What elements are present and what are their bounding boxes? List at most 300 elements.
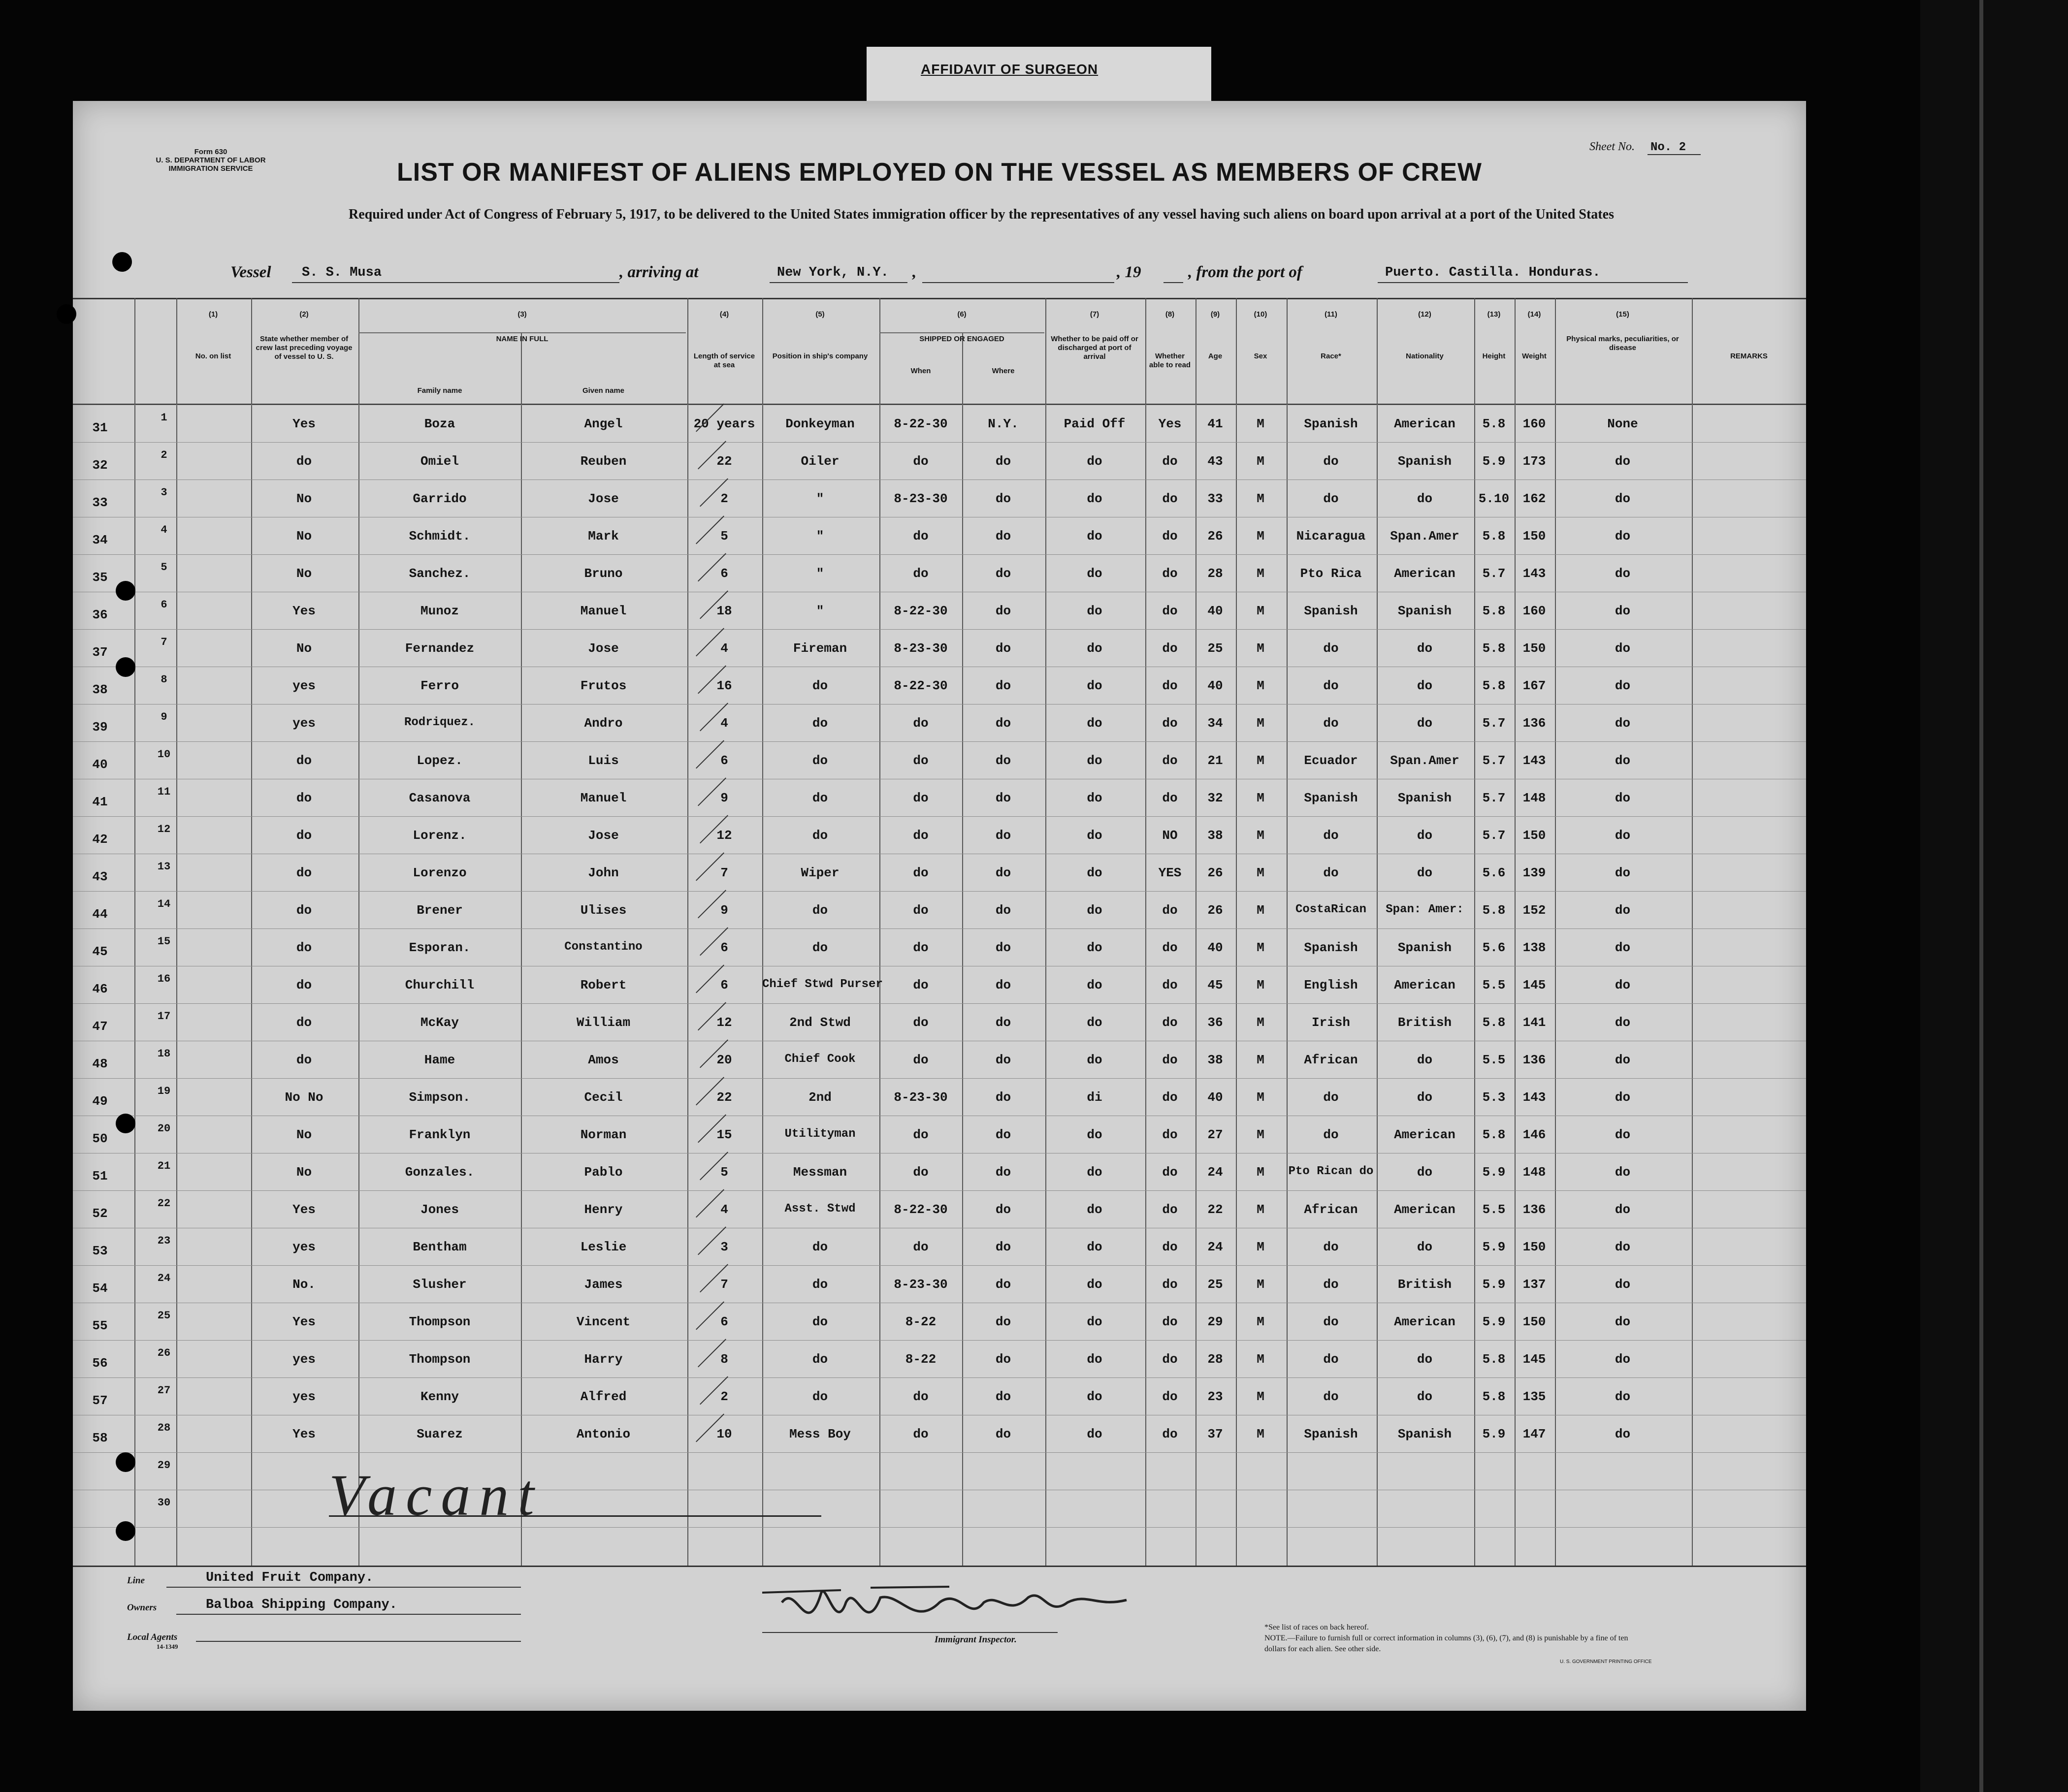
cell-where: do [995, 1277, 1011, 1292]
column-rule [1555, 298, 1556, 1566]
cell-paid: do [1087, 940, 1102, 955]
list-number: 30 [157, 1497, 171, 1509]
cell-given: Jose [588, 641, 619, 656]
cell-svc: 15 [716, 1127, 732, 1142]
margin-line-number: 52 [92, 1206, 108, 1221]
cell-svc: 9 [720, 791, 728, 805]
cell-when: do [913, 1127, 929, 1142]
column-rule [879, 298, 880, 1566]
cell-sex: M [1257, 678, 1264, 693]
cell-when: 8-23-30 [894, 641, 948, 656]
column-rule [1236, 298, 1237, 1566]
column-header: Weight [1522, 352, 1547, 360]
cell-ht: 5.8 [1482, 903, 1506, 918]
cell-nat: American [1394, 978, 1455, 992]
cell-given: Mark [588, 529, 619, 544]
cell-prev: No [296, 641, 312, 656]
cell-prev: yes [292, 716, 316, 731]
list-number: 29 [157, 1459, 171, 1472]
cell-where: N.Y. [988, 416, 1019, 431]
cell-age: 40 [1207, 678, 1223, 693]
cell-prev: do [296, 1053, 312, 1067]
from-port: Puerto. Castilla. Honduras. [1385, 265, 1601, 280]
cell-ht: 5.6 [1482, 865, 1506, 880]
list-number: 28 [157, 1422, 171, 1434]
footnote [1264, 1622, 1639, 1655]
margin-line-number: 58 [92, 1431, 108, 1445]
cell-ht: 5.7 [1482, 716, 1506, 731]
vessel-label: Vessel [230, 263, 271, 281]
cell-marks: do [1615, 940, 1631, 955]
row-rule [73, 928, 1806, 929]
list-number: 2 [161, 449, 167, 461]
form-service: IMMIGRATION SERVICE [168, 164, 253, 173]
cell-read: do [1162, 678, 1178, 693]
cell-read: do [1162, 491, 1178, 506]
cell-where: do [995, 828, 1011, 843]
cell-marks: do [1615, 454, 1631, 469]
from-port-label: , from the port of [1188, 263, 1302, 281]
cell-paid: do [1087, 454, 1102, 469]
cell-pos: do [812, 716, 828, 731]
subheader-rule [879, 332, 1044, 333]
cell-paid: do [1087, 1165, 1102, 1180]
cell-svc: 2 [720, 491, 728, 506]
cell-age: 40 [1207, 940, 1223, 955]
cell-marks: do [1615, 1240, 1631, 1254]
cell-pos: " [816, 491, 824, 506]
cell-marks: do [1615, 678, 1631, 693]
cell-nat: do [1417, 678, 1433, 693]
cell-given: Manuel [580, 604, 627, 618]
cell-pos: 2nd Stwd [789, 1015, 851, 1030]
cell-age: 34 [1207, 716, 1223, 731]
cell-nat: Spanish [1397, 791, 1452, 805]
cell-age: 33 [1207, 491, 1223, 506]
cell-race: do [1323, 1277, 1339, 1292]
column-number: (14) [1527, 310, 1541, 319]
list-number: 27 [157, 1384, 171, 1397]
cell-pos: do [812, 1277, 828, 1292]
column-header-remarks: REMARKS [1730, 352, 1768, 360]
cell-paid: do [1087, 604, 1102, 618]
row-rule [73, 1190, 1806, 1191]
cell-where: do [995, 940, 1011, 955]
column-rule [358, 298, 359, 1566]
cell-ht: 5.9 [1482, 1165, 1506, 1180]
cell-wt: 150 [1522, 641, 1546, 656]
list-number: 4 [161, 524, 167, 536]
margin-line-number: 39 [92, 720, 108, 735]
cell-svc: 3 [720, 1240, 728, 1254]
cell-pos: do [812, 1352, 828, 1367]
cell-pos: Donkeyman [785, 416, 855, 431]
cell-given: Harry [584, 1352, 623, 1367]
cell-paid: do [1087, 641, 1102, 656]
line-label: Line [127, 1575, 145, 1586]
cell-wt: 143 [1522, 753, 1546, 768]
cell-read: do [1162, 1165, 1178, 1180]
cell-where: do [995, 1165, 1011, 1180]
cell-prev: No [296, 491, 312, 506]
cell-where: do [995, 1053, 1011, 1067]
cell-pos: 2nd [808, 1090, 832, 1105]
column-number: (11) [1325, 310, 1337, 319]
vessel-line [230, 263, 1757, 283]
cell-wt: 152 [1522, 903, 1546, 918]
cell-given: John [588, 865, 619, 880]
column-number: (12) [1418, 310, 1431, 319]
cell-sex: M [1257, 1352, 1264, 1367]
cell-sex: M [1257, 566, 1264, 581]
list-number: 6 [161, 599, 167, 611]
column-number: (2) [299, 310, 309, 319]
cell-read: do [1162, 903, 1178, 918]
cell-paid: do [1087, 753, 1102, 768]
cell-when: 8-22-30 [894, 416, 948, 431]
cell-when: do [913, 940, 929, 955]
cell-sex: M [1257, 604, 1264, 618]
cell-age: 41 [1207, 416, 1223, 431]
cell-when: 8-22 [905, 1352, 937, 1367]
cell-family: Garrido [413, 491, 467, 506]
column-rule [762, 298, 763, 1566]
cell-family: Munoz [420, 604, 459, 618]
cell-age: 40 [1207, 604, 1223, 618]
list-number: 24 [157, 1272, 171, 1284]
column-rule [1377, 298, 1378, 1566]
cell-given: Amos [588, 1053, 619, 1067]
cell-svc: 2 [720, 1389, 728, 1404]
list-number: 14 [157, 898, 171, 910]
sheet-number-label: Sheet No. [1589, 140, 1635, 153]
cell-given: Alfred [580, 1389, 627, 1404]
cell-when: do [913, 716, 929, 731]
cell-when: do [913, 1427, 929, 1441]
cell-pos: do [812, 940, 828, 955]
column-header: Whether able to read [1149, 352, 1191, 369]
cell-where: do [995, 716, 1011, 731]
cell-pos: Messman [793, 1165, 847, 1180]
cell-race: African [1304, 1053, 1358, 1067]
cell-paid: do [1087, 1127, 1102, 1142]
cell-read: do [1162, 1053, 1178, 1067]
column-header: State whether member of crew last preceding voyage of vessel to U. S. [256, 335, 353, 361]
margin-line-number: 46 [92, 982, 108, 996]
cell-race: do [1323, 1352, 1339, 1367]
row-rule [73, 1003, 1806, 1004]
cell-ht: 5.5 [1482, 1202, 1506, 1217]
list-number: 13 [157, 861, 171, 873]
column-header: Nationality [1406, 352, 1444, 360]
cell-age: 40 [1207, 1090, 1223, 1105]
cell-read: do [1162, 1427, 1178, 1441]
cell-svc: 6 [720, 978, 728, 992]
cell-ht: 5.8 [1482, 678, 1506, 693]
cell-nat: do [1417, 828, 1433, 843]
cell-sex: M [1257, 1053, 1264, 1067]
cell-ht: 5.7 [1482, 828, 1506, 843]
cell-when: 8-23-30 [894, 1090, 948, 1105]
cell-paid: do [1087, 529, 1102, 544]
cell-ht: 5.3 [1482, 1090, 1506, 1105]
cell-family: Suarez [417, 1427, 463, 1441]
cell-race: Pto Rica [1300, 566, 1362, 581]
cell-svc: 22 [716, 1090, 732, 1105]
cell-family: Slusher [413, 1277, 467, 1292]
cell-paid: do [1087, 716, 1102, 731]
cell-family: Churchill [405, 978, 475, 992]
cell-svc: 6 [720, 1314, 728, 1329]
cell-ht: 5.8 [1482, 529, 1506, 544]
cell-marks: do [1615, 865, 1631, 880]
cell-sex: M [1257, 641, 1264, 656]
margin-line-number: 37 [92, 645, 108, 660]
cell-when: 8-22-30 [894, 678, 948, 693]
cell-sex: M [1257, 978, 1264, 992]
cell-svc: 22 [716, 454, 732, 469]
column-rule [134, 298, 135, 1566]
cell-when: do [913, 791, 929, 805]
cell-paid: Paid Off [1064, 416, 1126, 431]
cell-where: do [995, 566, 1011, 581]
cell-where: do [995, 1015, 1011, 1030]
margin-line-number: 55 [92, 1318, 108, 1333]
cell-family: Fernandez [405, 641, 475, 656]
cell-ht: 5.9 [1482, 1240, 1506, 1254]
column-subheader: When [910, 367, 931, 375]
cell-wt: 143 [1522, 1090, 1546, 1105]
cell-age: 38 [1207, 1053, 1223, 1067]
cell-read: do [1162, 1015, 1178, 1030]
row-rule [73, 891, 1806, 892]
column-header: Physical marks, peculiarities, or disease [1566, 335, 1679, 352]
column-number: (9) [1210, 310, 1220, 319]
cell-age: 36 [1207, 1015, 1223, 1030]
cell-prev: Yes [292, 416, 316, 431]
cell-sex: M [1257, 1202, 1264, 1217]
cell-when: do [913, 1015, 929, 1030]
cell-pos: Asst. Stwd [784, 1202, 856, 1216]
cell-family: Hame [424, 1053, 455, 1067]
cell-age: 29 [1207, 1314, 1223, 1329]
cell-read: do [1162, 1389, 1178, 1404]
cell-when: do [913, 865, 929, 880]
cell-given: Robert [580, 978, 627, 992]
gpo-imprint: U. S. GOVERNMENT PRINTING OFFICE [1560, 1659, 1652, 1664]
cell-race: African [1304, 1202, 1358, 1217]
cell-family: Gonzales. [405, 1165, 475, 1180]
cell-wt: 173 [1522, 454, 1546, 469]
list-number: 18 [157, 1048, 171, 1060]
cell-family: Rodriquez. [404, 716, 476, 729]
list-number: 5 [161, 561, 167, 574]
cell-ht: 5.8 [1482, 1015, 1506, 1030]
column-number: (13) [1487, 310, 1501, 319]
vacant-handwriting: Vacant [329, 1462, 543, 1528]
cell-ht: 5.8 [1482, 1352, 1506, 1367]
binder-hole [116, 1114, 135, 1133]
cell-wt: 150 [1522, 529, 1546, 544]
cell-where: do [995, 1202, 1011, 1217]
row-rule [73, 629, 1806, 630]
cell-when: 8-22-30 [894, 604, 948, 618]
row-rule [73, 741, 1806, 742]
cell-marks: do [1615, 753, 1631, 768]
list-number: 15 [157, 935, 171, 948]
cell-pos: Mess Boy [789, 1427, 851, 1441]
cell-paid: do [1087, 566, 1102, 581]
cell-family: Boza [424, 416, 455, 431]
cell-when: do [913, 1240, 929, 1254]
page-subtitle: Required under Act of Congress of February 5, 1917, to be delivered to the United States immigration officer by the representatives of any vessel having such aliens on board upon arrival at a port of the United States [349, 207, 1614, 222]
cell-read: NO [1162, 828, 1178, 843]
column-header: Race* [1321, 352, 1341, 360]
cell-family: Omiel [420, 454, 459, 469]
scan-background-strip [1920, 0, 2068, 1792]
cell-given: Reuben [580, 454, 627, 469]
cell-pos: do [812, 753, 828, 768]
cell-race: do [1323, 828, 1339, 843]
cell-read: do [1162, 940, 1178, 955]
margin-line-number: 43 [92, 869, 108, 884]
cell-paid: do [1087, 1352, 1102, 1367]
cell-svc: 4 [720, 716, 728, 731]
line-value: United Fruit Company. [206, 1570, 374, 1585]
cell-race: Spanish [1304, 791, 1358, 805]
cell-prev: do [296, 940, 312, 955]
cell-given: Jose [588, 491, 619, 506]
sheet-number [1589, 140, 1701, 154]
cell-wt: 136 [1522, 1053, 1546, 1067]
cell-wt: 150 [1522, 1240, 1546, 1254]
column-header: SHIPPED OR ENGAGED [919, 335, 1004, 343]
cell-race: do [1323, 1090, 1339, 1105]
cell-nat: Spanish [1397, 940, 1452, 955]
cell-svc: 12 [716, 1015, 732, 1030]
cell-read: do [1162, 1240, 1178, 1254]
cell-marks: do [1615, 1053, 1631, 1067]
cell-family: Lopez. [417, 753, 463, 768]
cell-when: do [913, 566, 929, 581]
cell-sex: M [1257, 416, 1264, 431]
cell-marks: None [1607, 416, 1638, 431]
cell-pos: Chief Cook [784, 1053, 856, 1066]
column-rule [687, 298, 688, 1566]
column-header: Height [1482, 352, 1506, 360]
margin-line-number: 34 [92, 533, 108, 547]
cell-given: Jose [588, 828, 619, 843]
cell-prev: do [296, 791, 312, 805]
cell-sex: M [1257, 753, 1264, 768]
cell-nat: Spanish [1397, 1427, 1452, 1441]
cell-where: do [995, 791, 1011, 805]
cell-race: Irish [1311, 1015, 1350, 1030]
cell-ht: 5.7 [1482, 791, 1506, 805]
column-header: No. on list [195, 352, 231, 360]
cell-read: do [1162, 1090, 1178, 1105]
list-number: 26 [157, 1347, 171, 1359]
cell-svc: 8 [720, 1352, 728, 1367]
cell-marks: do [1615, 529, 1631, 544]
cell-read: YES [1158, 865, 1182, 880]
cell-nat: British [1397, 1277, 1452, 1292]
cell-sex: M [1257, 1240, 1264, 1254]
cell-sex: M [1257, 1165, 1264, 1180]
form-code: 14-1349 [157, 1643, 178, 1650]
cell-race: Spanish [1304, 416, 1358, 431]
column-header: Sex [1254, 352, 1267, 360]
column-number: (6) [957, 310, 967, 319]
cell-prev: Yes [292, 1314, 316, 1329]
cell-sex: M [1257, 791, 1264, 805]
cell-given: William [576, 1015, 631, 1030]
cell-svc: 12 [716, 828, 732, 843]
cell-wt: 147 [1522, 1427, 1546, 1441]
cell-family: Franklyn [409, 1127, 471, 1142]
cell-wt: 143 [1522, 566, 1546, 581]
column-subheader: Where [992, 367, 1015, 375]
cell-pos: do [812, 1240, 828, 1254]
cell-where: do [995, 1127, 1011, 1142]
cell-svc: 4 [720, 1202, 728, 1217]
list-number: 9 [161, 711, 167, 723]
owners-value: Balboa Shipping Company. [206, 1598, 397, 1612]
cell-race: do [1323, 1127, 1339, 1142]
binder-hole [116, 581, 135, 601]
list-number: 21 [157, 1160, 171, 1172]
cell-ht: 5.9 [1482, 1427, 1506, 1441]
binder-hole [116, 657, 135, 677]
cell-svc: 7 [720, 865, 728, 880]
cell-sex: M [1257, 1277, 1264, 1292]
cell-sex: M [1257, 1389, 1264, 1404]
cell-paid: do [1087, 978, 1102, 992]
cell-marks: do [1615, 1277, 1631, 1292]
row-rule [73, 1340, 1806, 1341]
cell-given: Angel [584, 416, 623, 431]
cell-paid: do [1087, 1314, 1102, 1329]
cell-when: do [913, 1165, 929, 1180]
cell-age: 37 [1207, 1427, 1223, 1441]
cell-read: do [1162, 791, 1178, 805]
cell-svc: 6 [720, 566, 728, 581]
cell-given: Leslie [580, 1240, 627, 1254]
column-header: Length of service at sea [693, 352, 755, 369]
form-department: U. S. DEPARTMENT OF LABOR [156, 156, 266, 164]
margin-line-number: 31 [92, 420, 108, 435]
cell-nat: American [1394, 1314, 1455, 1329]
cell-ht: 5.5 [1482, 978, 1506, 992]
cell-ht: 5.8 [1482, 1127, 1506, 1142]
cell-nat: do [1417, 1240, 1433, 1254]
cell-given: Ulises [580, 903, 627, 918]
margin-line-number: 35 [92, 570, 108, 585]
cell-race: do [1323, 1240, 1339, 1254]
cell-wt: 135 [1522, 1389, 1546, 1404]
list-number: 22 [157, 1197, 171, 1210]
page-title: LIST OR MANIFEST OF ALIENS EMPLOYED ON THE VESSEL AS MEMBERS OF CREW [397, 158, 1482, 187]
cell-sex: M [1257, 1015, 1264, 1030]
sheet-number-value: No. 2 [1648, 141, 1701, 155]
list-number: 17 [157, 1010, 171, 1023]
column-number: (3) [517, 310, 527, 319]
cell-marks: do [1615, 1015, 1631, 1030]
cell-wt: 136 [1522, 716, 1546, 731]
cell-race: CostaRican [1295, 903, 1367, 916]
cell-pos: do [812, 791, 828, 805]
cell-when: do [913, 1053, 929, 1067]
